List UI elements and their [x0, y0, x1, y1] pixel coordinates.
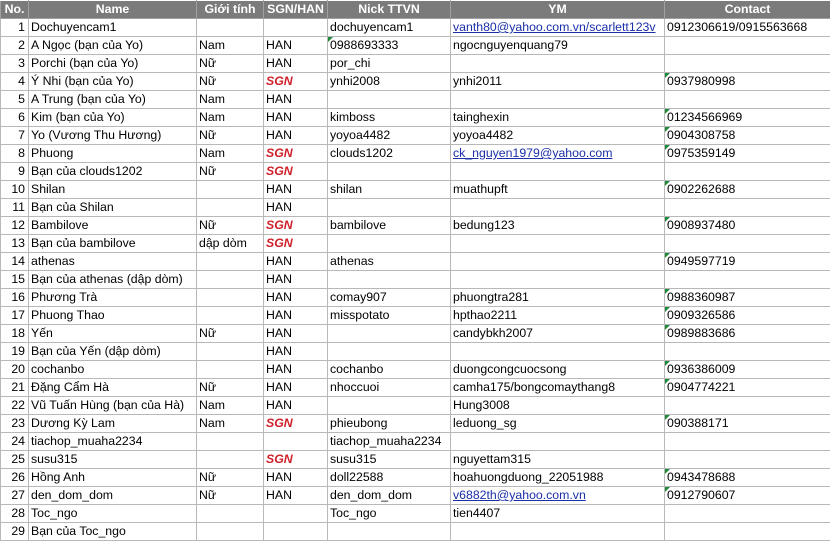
table-row	[1, 523, 830, 541]
cell-name[interactable]: Phuong Thao	[29, 307, 197, 325]
cell-gender[interactable]: Nam	[197, 37, 264, 55]
cell-no[interactable]: 21	[1, 379, 29, 397]
cell-name[interactable]: Đặng Cẩm Hà	[29, 379, 197, 397]
table-row	[1, 271, 830, 289]
cell-contact[interactable]: 0902262688	[665, 181, 830, 199]
cell-name[interactable]: Toc_ngo	[29, 505, 197, 523]
cell-no[interactable]: 13	[1, 235, 29, 253]
cell-no[interactable]: 19	[1, 343, 29, 361]
cell-gender[interactable]	[197, 523, 264, 541]
cell-name[interactable]: Ý Nhi (bạn của Yo)	[29, 73, 197, 91]
cell-name[interactable]: Bạn của clouds1202	[29, 163, 197, 181]
cell-contact[interactable]	[665, 343, 830, 361]
cell-nick[interactable]: cochanbo	[328, 361, 451, 379]
table-row	[1, 487, 830, 505]
cell-ym[interactable]: bedung123	[451, 217, 665, 235]
cell-name[interactable]: Yến	[29, 325, 197, 343]
header-region[interactable]: SGN/HAN	[264, 1, 328, 19]
cell-nick[interactable]: clouds1202	[328, 145, 451, 163]
cell-contact[interactable]: 0912790607	[665, 487, 830, 505]
cell-nick[interactable]	[328, 523, 451, 541]
table-row	[1, 343, 830, 361]
cell-ym[interactable]: tien4407	[451, 505, 665, 523]
cell-ym[interactable]: muathupft	[451, 181, 665, 199]
cell-no[interactable]: 1	[1, 19, 29, 37]
cell-region[interactable]: HAN	[264, 379, 328, 397]
table-row	[1, 145, 830, 163]
cell-nick[interactable]: den_dom_dom	[328, 487, 451, 505]
cell-name[interactable]: Phương Trà	[29, 289, 197, 307]
cell-no[interactable]: 12	[1, 217, 29, 235]
cell-contact[interactable]: 0904308758	[665, 127, 830, 145]
cell-no[interactable]: 27	[1, 487, 29, 505]
cell-ym[interactable]: hpthao2211	[451, 307, 665, 325]
cell-nick[interactable]: por_chi	[328, 55, 451, 73]
cell-nick[interactable]: bambilove	[328, 217, 451, 235]
cell-nick[interactable]: dochuyencam1	[328, 19, 451, 37]
cell-region[interactable]: HAN	[264, 181, 328, 199]
cell-region[interactable]: HAN	[264, 469, 328, 487]
table-row	[1, 163, 830, 181]
cell-gender[interactable]	[197, 361, 264, 379]
cell-region[interactable]: HAN	[264, 127, 328, 145]
cell-ym[interactable]	[451, 523, 665, 541]
table-row	[1, 415, 830, 433]
cell-region[interactable]: SGN	[264, 235, 328, 253]
cell-ym[interactable]: Hung3008	[451, 397, 665, 415]
header-gender[interactable]: Giới tính	[197, 1, 264, 19]
cell-contact[interactable]	[665, 433, 830, 451]
cell-contact[interactable]	[665, 271, 830, 289]
cell-nick[interactable]: misspotato	[328, 307, 451, 325]
cell-ym[interactable]: taingheхin	[451, 109, 665, 127]
cell-contact[interactable]: 0909326586	[665, 307, 830, 325]
table-row	[1, 217, 830, 235]
cell-nick[interactable]: susu315	[328, 451, 451, 469]
cell-region[interactable]: SGN	[264, 163, 328, 181]
cell-no[interactable]: 23	[1, 415, 29, 433]
cell-region[interactable]: HAN	[264, 199, 328, 217]
cell-ym[interactable]	[451, 19, 665, 37]
header-row	[1, 1, 830, 19]
cell-contact[interactable]: 0936386009	[665, 361, 830, 379]
cell-nick[interactable]	[328, 235, 451, 253]
cell-contact[interactable]	[665, 451, 830, 469]
cell-region[interactable]	[264, 523, 328, 541]
cell-contact[interactable]: 0908937480	[665, 217, 830, 235]
cell-region[interactable]: HAN	[264, 253, 328, 271]
cell-name[interactable]: susu315	[29, 451, 197, 469]
cell-nick[interactable]	[328, 199, 451, 217]
cell-region[interactable]: HAN	[264, 307, 328, 325]
header-nick[interactable]: Nick TTVN	[328, 1, 451, 19]
cell-ym[interactable]	[451, 235, 665, 253]
cell-region[interactable]: HAN	[264, 37, 328, 55]
cell-no[interactable]: 22	[1, 397, 29, 415]
cell-nick[interactable]: ynhi2008	[328, 73, 451, 91]
cell-nick[interactable]: athenas	[328, 253, 451, 271]
table-row	[1, 127, 830, 145]
cell-ym[interactable]: duongcongcuocsong	[451, 361, 665, 379]
cell-ym[interactable]	[451, 253, 665, 271]
cell-region[interactable]	[264, 19, 328, 37]
table-row	[1, 37, 830, 55]
cell-contact[interactable]	[665, 505, 830, 523]
cell-contact[interactable]: 0949597719	[665, 253, 830, 271]
cell-contact[interactable]: 090388171	[665, 415, 830, 433]
cell-contact[interactable]	[665, 397, 830, 415]
cell-name[interactable]: A Trung (bạn của Yo)	[29, 91, 197, 109]
cell-gender[interactable]	[197, 343, 264, 361]
cell-no[interactable]: 18	[1, 325, 29, 343]
cell-nick[interactable]: phieubong	[328, 415, 451, 433]
cell-ym[interactable]: phuongtra281	[451, 289, 665, 307]
cell-contact[interactable]	[665, 163, 830, 181]
cell-gender[interactable]	[197, 307, 264, 325]
cell-region[interactable]: SGN	[264, 217, 328, 235]
cell-no[interactable]: 7	[1, 127, 29, 145]
cell-region[interactable]: HAN	[264, 343, 328, 361]
cell-contact[interactable]: 0989883686	[665, 325, 830, 343]
cell-gender[interactable]: Nam	[197, 91, 264, 109]
cell-gender[interactable]: Nữ	[197, 73, 264, 91]
cell-contact[interactable]: 0975359149	[665, 145, 830, 163]
cell-gender[interactable]	[197, 451, 264, 469]
cell-ym[interactable]: yoyoa4482	[451, 127, 665, 145]
cell-no[interactable]: 3	[1, 55, 29, 73]
header-no[interactable]: No.	[1, 1, 29, 19]
cell-gender[interactable]	[197, 181, 264, 199]
cell-region[interactable]: HAN	[264, 55, 328, 73]
cell-nick[interactable]	[328, 325, 451, 343]
cell-region[interactable]: HAN	[264, 325, 328, 343]
cell-ym[interactable]: ynhi2011	[451, 73, 665, 91]
cell-contact[interactable]: 0943478688	[665, 469, 830, 487]
cell-contact[interactable]: 01234566969	[665, 109, 830, 127]
cell-nick[interactable]: tiachop_muaha2234	[328, 433, 451, 451]
cell-no[interactable]: 25	[1, 451, 29, 469]
header-contact[interactable]: Contact	[665, 1, 830, 19]
cell-region[interactable]: SGN	[264, 145, 328, 163]
cell-region[interactable]: HAN	[264, 109, 328, 127]
cell-ym[interactable]	[451, 343, 665, 361]
cell-name[interactable]: Bạn của athenas (dập dòm)	[29, 271, 197, 289]
cell-gender[interactable]: Nam	[197, 109, 264, 127]
cell-nick[interactable]: shilan	[328, 181, 451, 199]
cell-no[interactable]: 26	[1, 469, 29, 487]
cell-no[interactable]: 20	[1, 361, 29, 379]
cell-region[interactable]: HAN	[264, 289, 328, 307]
cell-contact[interactable]	[665, 55, 830, 73]
cell-name[interactable]: Kim (bạn của Yo)	[29, 109, 197, 127]
cell-no[interactable]: 15	[1, 271, 29, 289]
cell-name[interactable]: athenas	[29, 253, 197, 271]
cell-gender[interactable]	[197, 253, 264, 271]
table-row	[1, 73, 830, 91]
cell-no[interactable]: 4	[1, 73, 29, 91]
cell-gender[interactable]: Nữ	[197, 325, 264, 343]
cell-name[interactable]: tiachop_muaha2234	[29, 433, 197, 451]
cell-name[interactable]: Bạn của Yến (dập dòm)	[29, 343, 197, 361]
cell-gender[interactable]: Nữ	[197, 163, 264, 181]
cell-no[interactable]: 5	[1, 91, 29, 109]
cell-ym[interactable]	[451, 433, 665, 451]
cell-ym[interactable]: camha175/bongcomaythang8	[451, 379, 665, 397]
cell-nick[interactable]: yoyoa4482	[328, 127, 451, 145]
table-row	[1, 379, 830, 397]
cell-gender[interactable]: Nữ	[197, 487, 264, 505]
table-row	[1, 433, 830, 451]
header-name[interactable]: Name	[29, 1, 197, 19]
cell-gender[interactable]	[197, 433, 264, 451]
cell-gender[interactable]	[197, 271, 264, 289]
cell-contact[interactable]: 0904774221	[665, 379, 830, 397]
cell-gender[interactable]: Nữ	[197, 379, 264, 397]
cell-name[interactable]: Bạn của Toc_ngo	[29, 523, 197, 541]
cell-name[interactable]: Shilan	[29, 181, 197, 199]
table-row	[1, 307, 830, 325]
table-row	[1, 55, 830, 73]
email-link[interactable]: vanth80@yahoo.com.vn/scarlett123v	[453, 20, 656, 34]
cell-ym[interactable]	[451, 145, 665, 163]
table-row	[1, 361, 830, 379]
cell-contact[interactable]: 0912306619/0915563668	[665, 19, 830, 37]
cell-name[interactable]: A Ngọc (bạn của Yo)	[29, 37, 197, 55]
cell-nick[interactable]	[328, 271, 451, 289]
cell-contact[interactable]: 0937980998	[665, 73, 830, 91]
cell-no[interactable]: 10	[1, 181, 29, 199]
cell-no[interactable]: 29	[1, 523, 29, 541]
header-ym[interactable]: YM	[451, 1, 665, 19]
cell-gender[interactable]	[197, 289, 264, 307]
cell-gender[interactable]: Nữ	[197, 127, 264, 145]
cell-name[interactable]: Phuong	[29, 145, 197, 163]
table-row	[1, 19, 830, 37]
cell-ym[interactable]: candybkh2007	[451, 325, 665, 343]
cell-contact[interactable]	[665, 523, 830, 541]
cell-no[interactable]: 6	[1, 109, 29, 127]
cell-ym[interactable]: hoahuongduong_22051988	[451, 469, 665, 487]
cell-nick[interactable]	[328, 397, 451, 415]
cell-name[interactable]: cochanbo	[29, 361, 197, 379]
cell-nick[interactable]: comay907	[328, 289, 451, 307]
cell-region[interactable]	[264, 433, 328, 451]
cell-region[interactable]	[264, 505, 328, 523]
table-row	[1, 235, 830, 253]
cell-name[interactable]: Yo (Vương Thu Hương)	[29, 127, 197, 145]
cell-no[interactable]: 28	[1, 505, 29, 523]
cell-name[interactable]: Bạn của bambilove	[29, 235, 197, 253]
cell-region[interactable]: SGN	[264, 415, 328, 433]
cell-name[interactable]: den_dom_dom	[29, 487, 197, 505]
cell-nick[interactable]: nhoccuoi	[328, 379, 451, 397]
table-row	[1, 181, 830, 199]
cell-gender[interactable]: Nữ	[197, 55, 264, 73]
table-row	[1, 397, 830, 415]
table-row	[1, 451, 830, 469]
cell-no[interactable]: 17	[1, 307, 29, 325]
cell-name[interactable]: Porchi (bạn của Yo)	[29, 55, 197, 73]
table-row	[1, 289, 830, 307]
cell-contact[interactable]	[665, 91, 830, 109]
table-row	[1, 109, 830, 127]
cell-ym[interactable]: ngocnguyenquang79	[451, 37, 665, 55]
cell-nick[interactable]	[328, 343, 451, 361]
cell-region[interactable]: HAN	[264, 487, 328, 505]
cell-gender[interactable]	[197, 199, 264, 217]
cell-no[interactable]: 16	[1, 289, 29, 307]
cell-ym[interactable]: leduong_sg	[451, 415, 665, 433]
cell-no[interactable]: 8	[1, 145, 29, 163]
cell-ym[interactable]	[451, 199, 665, 217]
table-row	[1, 253, 830, 271]
email-link[interactable]: v6882th@yahoo.com.vn	[453, 488, 586, 502]
cell-no[interactable]: 2	[1, 37, 29, 55]
cell-nick[interactable]: Toc_ngo	[328, 505, 451, 523]
cell-gender[interactable]: Nam	[197, 397, 264, 415]
cell-gender[interactable]: dập dòm	[197, 235, 264, 253]
cell-gender[interactable]: Nam	[197, 145, 264, 163]
cell-contact[interactable]	[665, 37, 830, 55]
cell-region[interactable]: HAN	[264, 91, 328, 109]
cell-region[interactable]: SGN	[264, 451, 328, 469]
cell-nick[interactable]: kimboss	[328, 109, 451, 127]
cell-ym[interactable]	[451, 271, 665, 289]
cell-region[interactable]: HAN	[264, 271, 328, 289]
cell-gender[interactable]: Nam	[197, 415, 264, 433]
cell-name[interactable]: Bambilove	[29, 217, 197, 235]
cell-nick[interactable]: 0988693333	[328, 37, 451, 55]
cell-ym[interactable]: nguyettam315	[451, 451, 665, 469]
cell-region[interactable]: SGN	[264, 73, 328, 91]
cell-name[interactable]: Vũ Tuấn Hùng (bạn của Hà)	[29, 397, 197, 415]
cell-no[interactable]: 24	[1, 433, 29, 451]
cell-gender[interactable]	[197, 19, 264, 37]
table-row	[1, 91, 830, 109]
cell-nick[interactable]	[328, 91, 451, 109]
cell-nick[interactable]	[328, 163, 451, 181]
cell-name[interactable]: Bạn của Shilan	[29, 199, 197, 217]
cell-no[interactable]: 9	[1, 163, 29, 181]
cell-name[interactable]: Dochuyencam1	[29, 19, 197, 37]
cell-gender[interactable]	[197, 505, 264, 523]
cell-name[interactable]: Hồng Anh	[29, 469, 197, 487]
cell-gender[interactable]: Nữ	[197, 469, 264, 487]
cell-ym[interactable]	[451, 55, 665, 73]
cell-nick[interactable]: doll22588	[328, 469, 451, 487]
table-row	[1, 469, 830, 487]
table-row	[1, 199, 830, 217]
cell-region[interactable]: HAN	[264, 361, 328, 379]
cell-name[interactable]: Dương Kỳ Lam	[29, 415, 197, 433]
cell-ym[interactable]	[451, 163, 665, 181]
cell-contact[interactable]	[665, 235, 830, 253]
table-row	[1, 325, 830, 343]
cell-region[interactable]: HAN	[264, 397, 328, 415]
cell-ym[interactable]	[451, 487, 665, 505]
cell-gender[interactable]: Nữ	[197, 217, 264, 235]
cell-ym[interactable]	[451, 91, 665, 109]
cell-no[interactable]: 11	[1, 199, 29, 217]
table-row	[1, 505, 830, 523]
cell-contact[interactable]	[665, 199, 830, 217]
email-link[interactable]: ck_nguyen1979@yahoo.com	[453, 146, 612, 160]
cell-no[interactable]: 14	[1, 253, 29, 271]
table-body	[1, 19, 830, 541]
cell-contact[interactable]: 0988360987	[665, 289, 830, 307]
